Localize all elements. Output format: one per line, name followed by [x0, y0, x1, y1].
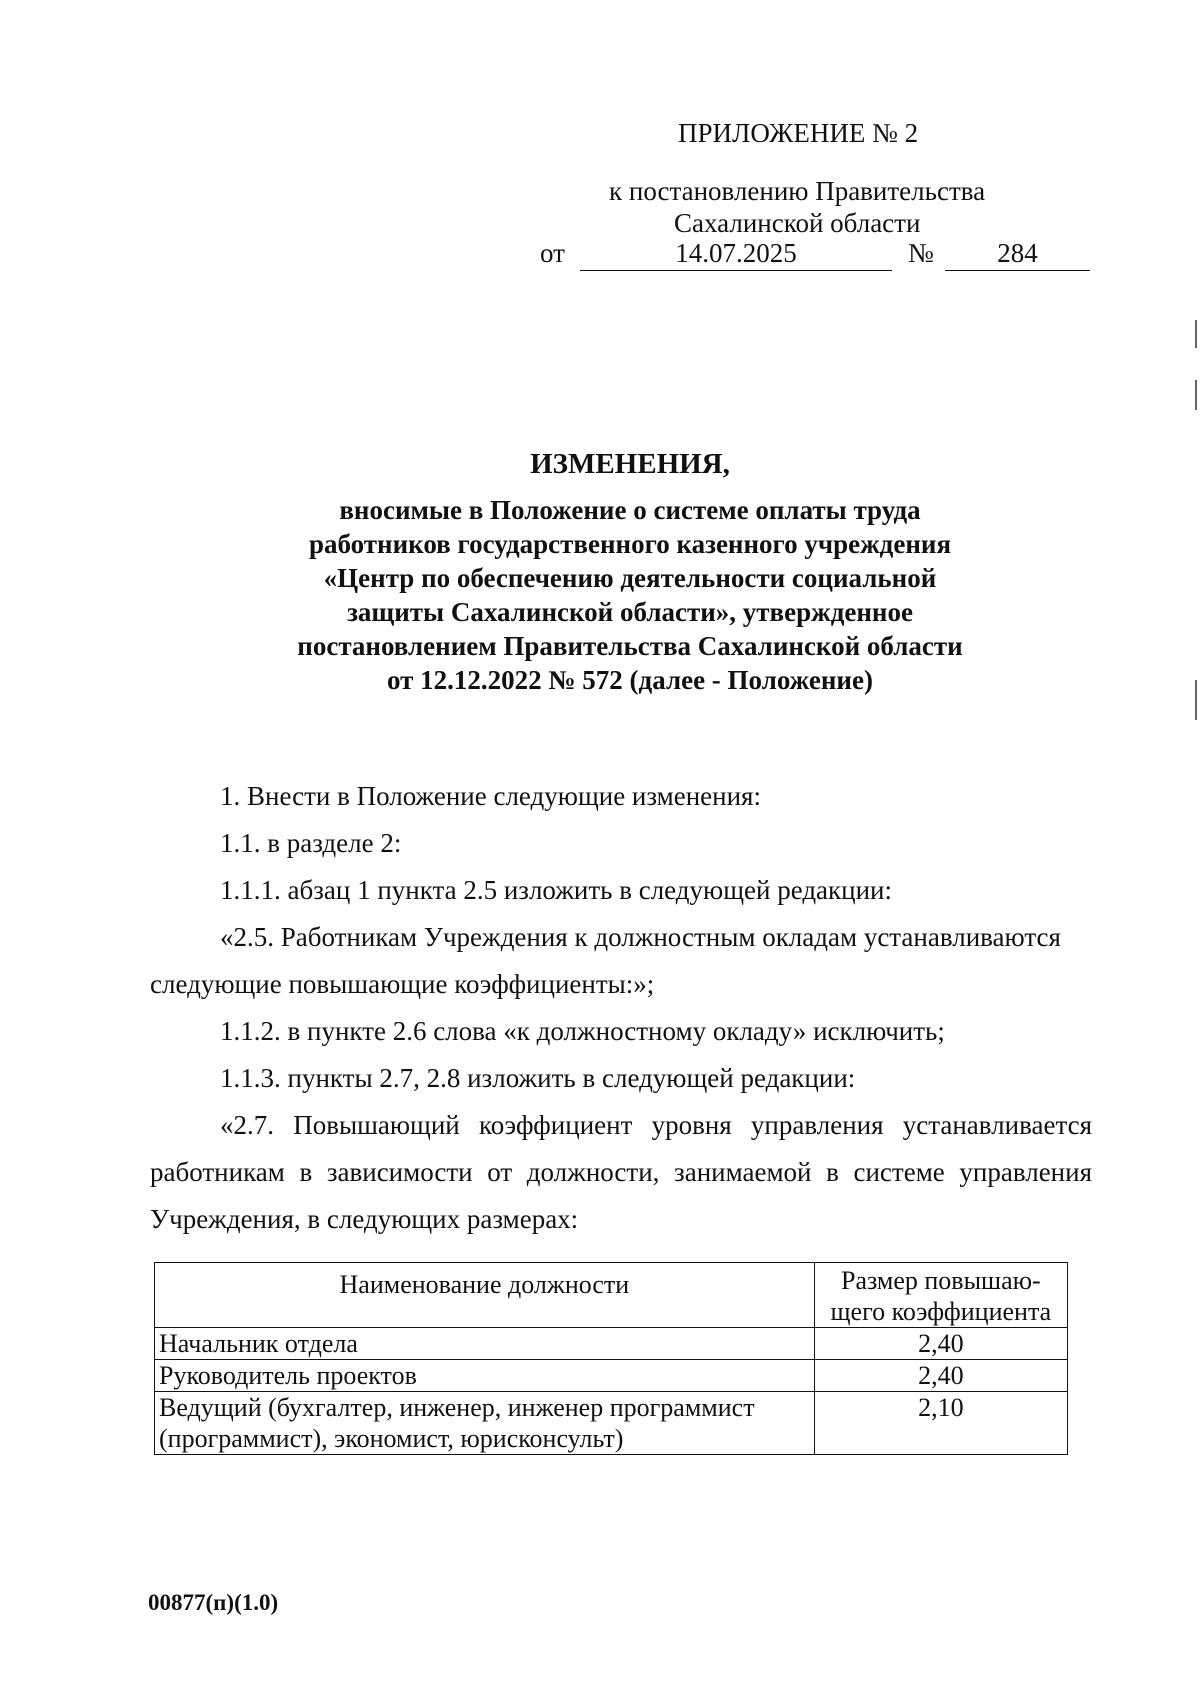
position-name-line2: (программист), экономист, юрисконсульт) — [159, 1424, 624, 1453]
table-header-row — [155, 1263, 1068, 1328]
document-body — [150, 780, 1092, 1250]
scan-artifact — [1195, 380, 1197, 410]
heading-subtitle-line: вносимые в Положение о системе оплаты труда — [339, 495, 921, 525]
position-name: Начальник отдела — [155, 1328, 815, 1360]
document-date: 14.07.2025 — [580, 238, 892, 271]
footer-form-code: 00877(п)(1.0) — [148, 1590, 279, 1615]
heading-subtitle-line: от 12.12.2022 № 572 (далее - Положение) — [387, 665, 873, 695]
appendix-reference-line2: Сахалинской области — [674, 208, 921, 238]
heading-subtitle-line: постановлением Правительства Сахалинской области — [297, 631, 963, 661]
document-number: 284 — [945, 238, 1090, 271]
appendix-reference-line1: к постановлению Правительства — [609, 176, 986, 206]
from-label: от — [540, 238, 565, 268]
table-row — [155, 1328, 1068, 1360]
heading-subtitle-line: работников государственного казенного учреждения — [308, 529, 952, 559]
number-label: № — [908, 238, 934, 268]
document-heading — [200, 448, 1060, 697]
quoted-2-7-line1: «2.7. Повышающий коэффициент уровня управления устанавливается — [220, 1110, 1092, 1140]
quoted-2-5-line1: «2.5. Работникам Учреждения к должностным окладам устанавливаются — [220, 922, 1061, 952]
position-name-line1: Ведущий (бухгалтер, инженер, инженер программист — [159, 1393, 755, 1422]
paragraph-1-1: 1.1. в разделе 2: — [220, 828, 402, 858]
quoted-paragraph-2-5 — [150, 921, 1092, 1001]
position-name — [155, 1392, 815, 1455]
paragraph-1: 1. Внести в Положение следующие изменения: — [220, 781, 761, 811]
table-row — [155, 1360, 1068, 1392]
quoted-2-5-line2: следующие повышающие коэффициенты:»; — [150, 969, 655, 999]
quoted-paragraph-2-7 — [150, 1109, 1092, 1236]
header-position-name: Наименование должности — [155, 1263, 815, 1328]
coefficient-table — [154, 1262, 1068, 1455]
quoted-2-7-line3: Учреждения, в следующих размерах: — [150, 1204, 579, 1234]
coefficient-value: 2,40 — [814, 1360, 1067, 1392]
header-coefficient-size — [814, 1263, 1067, 1328]
paragraph-1-1-1: 1.1.1. абзац 1 пункта 2.5 изложить в следующей редакции: — [220, 875, 893, 905]
paragraph-1-1-2: 1.1.2. в пункте 2.6 слова «к должностному окладу» исключить; — [220, 1016, 945, 1046]
header-coefficient-line2: щего коэффициента — [830, 1297, 1052, 1326]
table-row — [155, 1392, 1068, 1455]
position-name: Руководитель проектов — [155, 1360, 815, 1392]
appendix-title: ПРИЛОЖЕНИЕ № 2 — [678, 118, 919, 148]
header-coefficient-line1: Размер повышаю- — [841, 1266, 1041, 1295]
scan-artifact — [1195, 680, 1197, 720]
heading-subtitle-line: защиты Сахалинской области», утвержденное — [347, 597, 913, 627]
scan-artifact — [1195, 320, 1197, 348]
coefficient-value: 2,10 — [814, 1392, 1067, 1455]
heading-title: ИЗМЕНЕНИЯ, — [530, 448, 730, 480]
coefficient-value: 2,40 — [814, 1328, 1067, 1360]
date-number-row — [540, 238, 1100, 272]
paragraph-1-1-3: 1.1.3. пункты 2.7, 2.8 изложить в следующей редакции: — [220, 1063, 856, 1093]
quoted-2-7-line2: работникам в зависимости от должности, занимаемой в системе управления — [150, 1157, 1092, 1187]
heading-subtitle-line: «Центр по обеспечению деятельности социальной — [323, 563, 937, 593]
